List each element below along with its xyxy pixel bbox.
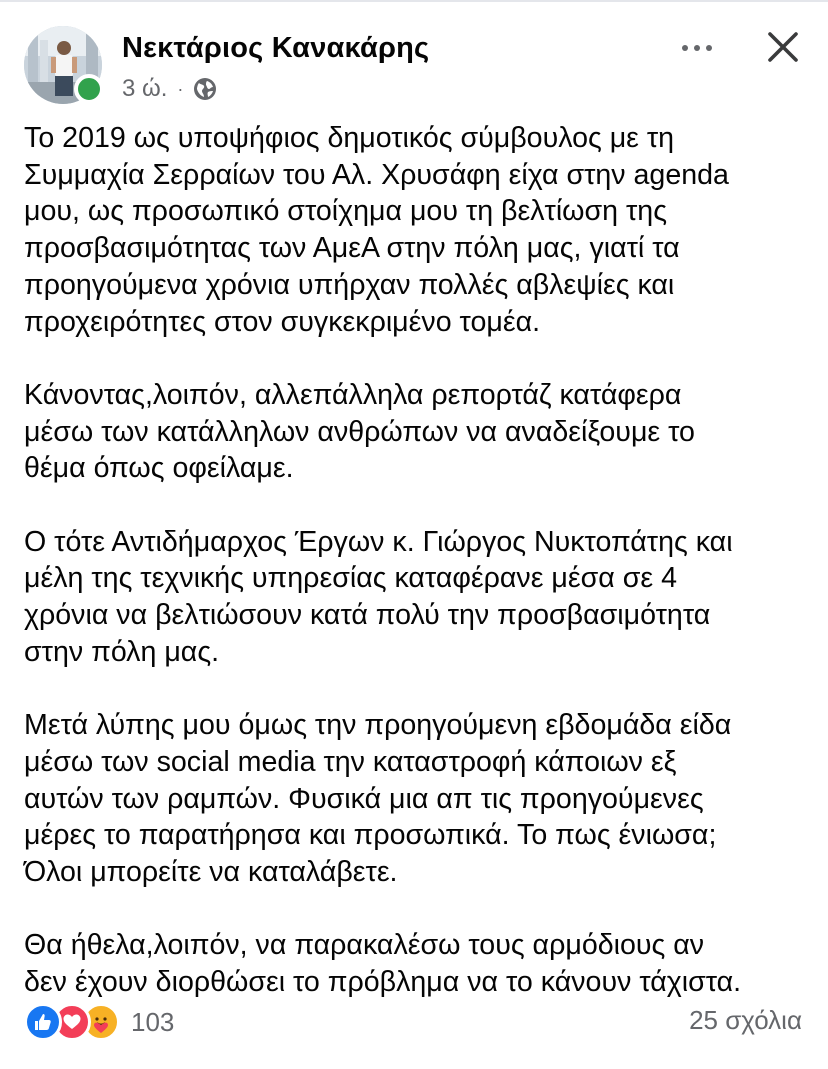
meta-separator: · — [177, 78, 184, 99]
like-icon — [24, 1003, 62, 1041]
divider — [0, 0, 828, 2]
author-name[interactable]: Νεκτάριος Κανακάρης — [122, 32, 430, 64]
globe-icon[interactable] — [193, 77, 217, 101]
post-paragraph: Κάνοντας,λοιπόν, αλλεπάλληλα ρεπορτάζ κατάφερα μέσω των κατάλληλων ανθρώπων να αναδείξουμε το θέμα όπως οφείλαμε. — [24, 378, 695, 485]
online-status-icon — [74, 74, 104, 104]
post-meta — [122, 74, 217, 104]
reactions-summary[interactable] — [24, 1002, 174, 1042]
post-paragraph: Θα ήθελα,λοιπόν, να παρακαλέσω τους αρμόδιους αν δεν έχουν διορθώσει το πρόβλημα να το κάνουν τάχιστα. — [24, 929, 742, 999]
post-paragraph: Μετά λύπης μου όμως την προηγούμενη εβδομάδα είδα μέσω των social media την καταστροφή κάποιων εξ αυτών των ραμπών. Φυσικά μια απ τις προηγούμενες μέρες το παρατήρησα και προσωπικά. Το πως ένιωσα; Όλοι μπορείτε να καταλάβετε. — [24, 709, 732, 889]
reaction-count[interactable]: 103 — [131, 1006, 175, 1037]
dot-icon — [694, 45, 700, 51]
dot-icon — [682, 45, 688, 51]
post-paragraph: Ο τότε Αντιδήμαρχος Έργων κ. Γιώργος Νυκτοπάτης και μέλη της τεχνικής υπηρεσίας καταφέρανε μέσα σε 4 χρόνια να βελτιώσουν κατά πολύ την προσβασιμότητα στην πόλη μας. — [24, 525, 733, 668]
avatar[interactable] — [24, 26, 102, 104]
more-options-button[interactable] — [672, 26, 722, 70]
close-button[interactable] — [758, 24, 808, 70]
post-paragraph: Το 2019 ως υποψήφιος δημοτικός σύμβουλος με τη Συμμαχία Σερραίων του Αλ. Χρυσάφη είχα στην agenda μου, ως προσωπικό στοίχημα μου τη βελτίωση της προσβασιμότητας των ΑμεΑ στην πόλη μας, γιατί τα προηγούμενα χρόνια υπήρχαν πολλές αβλεψίες και προχειρότητες στον συγκεκριμένο τομέα. — [24, 122, 729, 338]
dot-icon — [706, 45, 712, 51]
post-time[interactable]: 3 ώ. — [122, 75, 168, 102]
close-icon — [766, 30, 800, 64]
post-text — [24, 120, 809, 1001]
comments-count[interactable]: 25 σχόλια — [689, 1005, 802, 1035]
